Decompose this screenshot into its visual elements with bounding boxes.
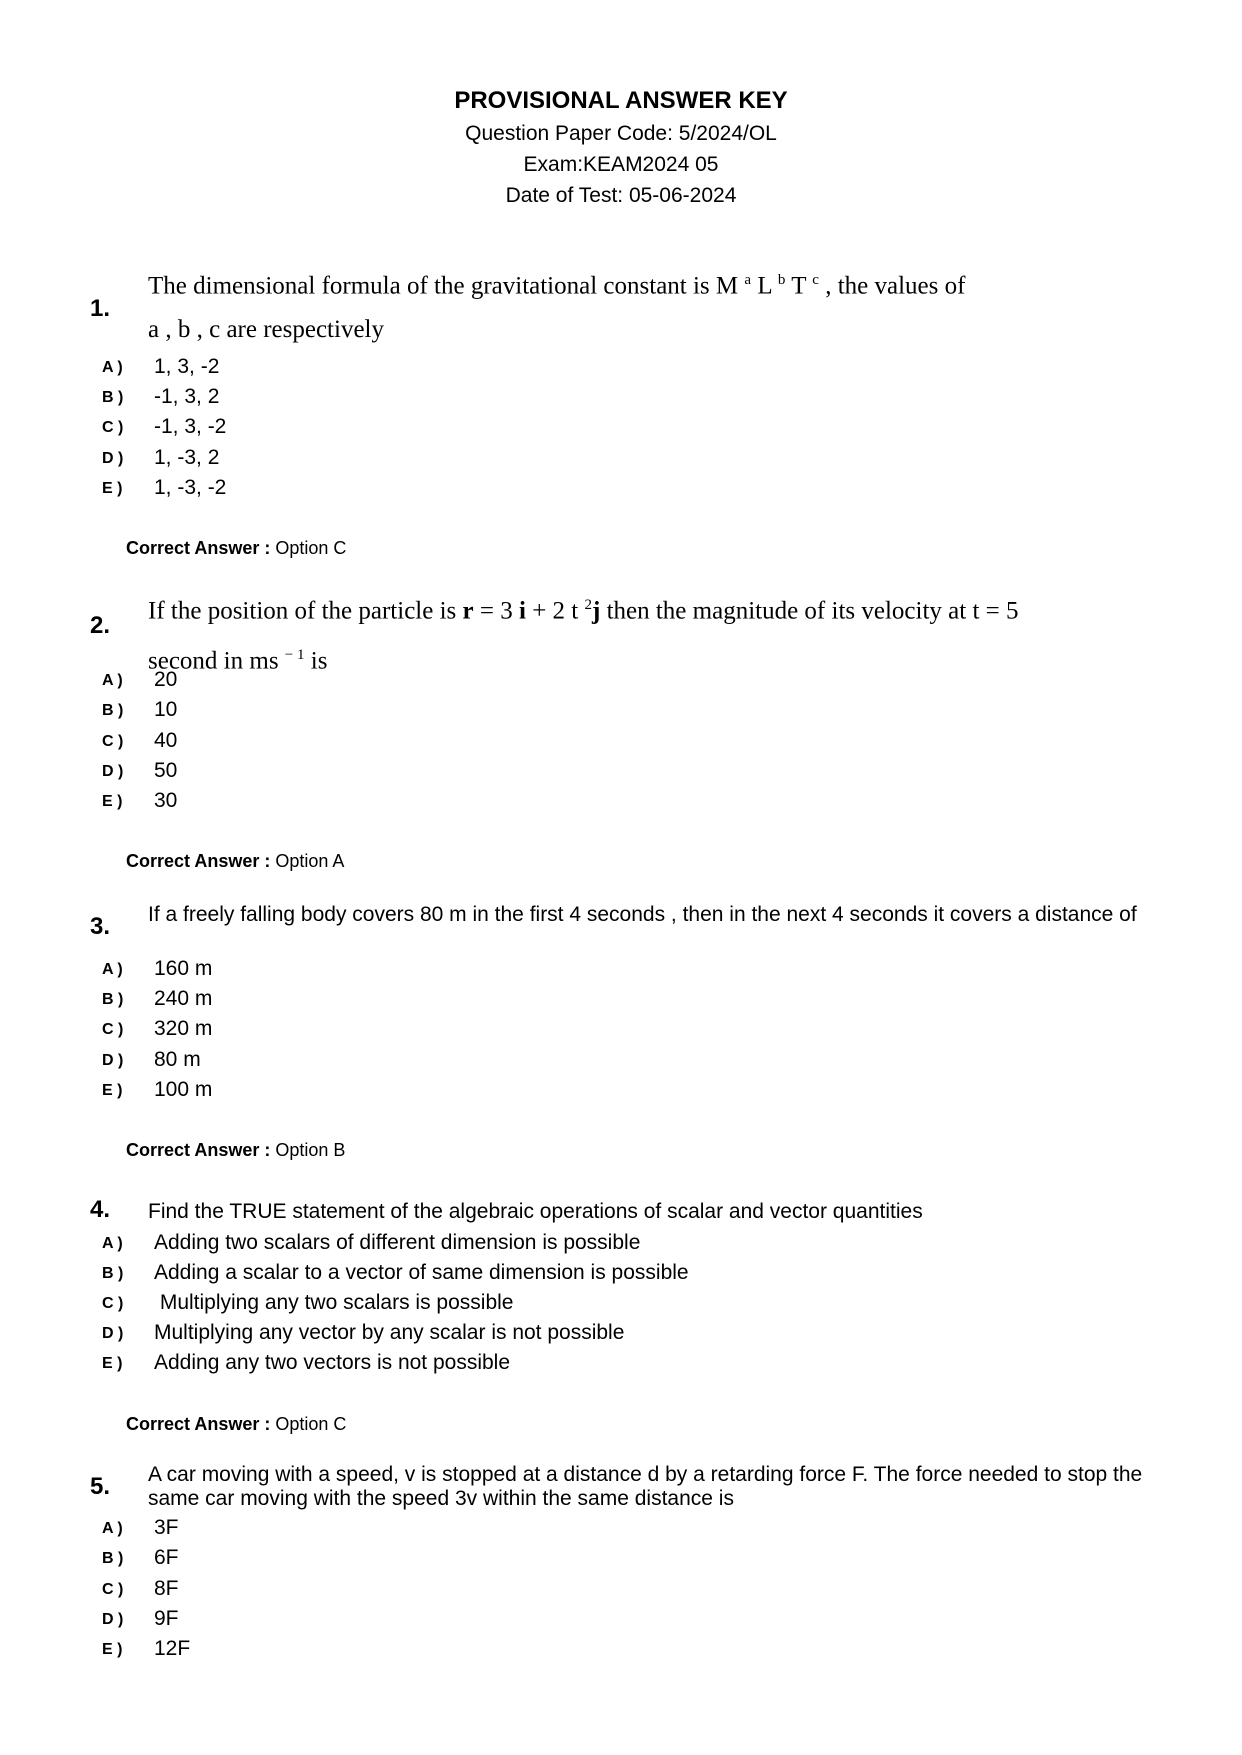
question-text-segment: , the values of [825, 272, 966, 300]
option-letter: D ) [102, 450, 124, 467]
option-text: 8F [154, 1577, 179, 1600]
question-text-line [148, 258, 1148, 308]
superscript: − 1 [284, 647, 305, 664]
question-text-segment: = 3 [473, 597, 519, 625]
question-text-segment: + 2 t [525, 597, 585, 625]
question-text-line [148, 633, 1148, 683]
correct-answer-value: Option A [275, 851, 345, 871]
option-text: 1, 3, -2 [154, 355, 220, 378]
question-number: 5. [90, 1473, 111, 1500]
question-text-segment: i [518, 597, 526, 625]
exam-name: Exam:KEAM2024 05 [523, 153, 719, 176]
option-letter: C ) [102, 1295, 124, 1312]
question-number: 4. [90, 1196, 111, 1223]
option-letter: A ) [102, 961, 123, 978]
option-letter: D ) [102, 1611, 124, 1628]
option-letter: B ) [102, 702, 124, 719]
question-text [148, 583, 1148, 684]
question-text-segment: T [791, 272, 813, 300]
question-text-segment: then the magnitude of its velocity at t = 5 [600, 597, 1019, 625]
correct-answer [126, 1414, 346, 1435]
option-text: 80 m [154, 1048, 201, 1071]
option-text: 6F [154, 1546, 179, 1569]
correct-answer-label: Correct Answer : [126, 851, 271, 871]
page-title: PROVISIONAL ANSWER KEY [454, 87, 788, 114]
option-text: 240 m [154, 987, 213, 1010]
option-letter: B ) [102, 389, 124, 406]
correct-answer-label: Correct Answer : [126, 538, 271, 558]
option-text: Multiplying any vector by any scalar is not possible [154, 1321, 625, 1344]
option-letter: A ) [102, 672, 123, 689]
question-text: A car moving with a speed, v is stopped at a distance d by a retarding force F. The force needed to stop the same car moving with the speed 3v within the same distance is [148, 1463, 1143, 1510]
option-text: 1, -3, -2 [154, 476, 227, 499]
option-letter: B ) [102, 991, 124, 1008]
option-letter: B ) [102, 1550, 124, 1567]
question-number: 1. [90, 295, 111, 322]
option-letter: D ) [102, 763, 124, 780]
correct-answer-value: Option C [275, 1414, 347, 1434]
question-text: If a freely falling body covers 80 m in the first 4 seconds , then in the next 4 seconds it covers a distance of [148, 903, 1137, 926]
paper-code: Question Paper Code: 5/2024/OL [465, 122, 777, 145]
option-letter: E ) [102, 1082, 123, 1099]
option-text: 9F [154, 1607, 179, 1630]
option-letter: D ) [102, 1052, 124, 1069]
question-text-segment: L [757, 272, 778, 300]
question-text: Find the TRUE statement of the algebraic operations of scalar and vector quantities [148, 1200, 923, 1223]
superscript: 2 [584, 597, 592, 613]
option-text: 30 [154, 789, 178, 812]
correct-answer-label: Correct Answer : [126, 1140, 271, 1160]
option-text: 100 m [154, 1078, 213, 1101]
option-letter: E ) [102, 1641, 123, 1658]
correct-answer-value: Option C [275, 538, 347, 558]
test-date: Date of Test: 05-06-2024 [505, 184, 737, 207]
question-text-segment: second in ms [148, 647, 285, 675]
question-text-segment: The dimensional formula of the gravitational constant is M [148, 272, 739, 300]
option-text: -1, 3, -2 [154, 415, 227, 438]
option-text: Adding any two vectors is not possible [154, 1351, 511, 1374]
option-text: Adding a scalar to a vector of same dimension is possible [154, 1261, 689, 1284]
correct-answer-value: Option B [275, 1140, 346, 1160]
superscript: b [777, 272, 786, 288]
option-letter: C ) [102, 733, 124, 750]
option-text: 40 [154, 729, 178, 752]
option-letter: E ) [102, 1355, 123, 1372]
correct-answer [126, 1140, 345, 1161]
option-letter: E ) [102, 793, 123, 810]
correct-answer [126, 538, 346, 559]
question-number: 3. [90, 913, 111, 940]
option-letter: E ) [102, 480, 123, 497]
superscript: c [812, 272, 819, 288]
option-text: 12F [154, 1637, 191, 1660]
correct-answer [126, 851, 344, 872]
option-letter: C ) [102, 1021, 124, 1038]
option-text: 20 [154, 668, 178, 691]
option-text: Adding two scalars of different dimension is possible [154, 1231, 641, 1254]
option-text: 50 [154, 759, 178, 782]
option-letter: D ) [102, 1325, 124, 1342]
option-text: 1, -3, 2 [154, 446, 220, 469]
option-letter: C ) [102, 1581, 124, 1598]
question-text-segment: is [304, 647, 328, 675]
option-text: -1, 3, 2 [154, 385, 220, 408]
option-letter: A ) [102, 359, 123, 376]
option-text: 320 m [154, 1017, 213, 1040]
option-text: 160 m [154, 957, 213, 980]
question-text-line [148, 583, 1148, 633]
option-letter: B ) [102, 1265, 124, 1282]
option-text: 3F [154, 1516, 179, 1539]
question-text-segment: r [462, 597, 474, 625]
question-text-segment: j [591, 597, 601, 625]
question-text-segment: If the position of the particle is [148, 597, 463, 625]
option-letter: A ) [102, 1520, 123, 1537]
correct-answer-label: Correct Answer : [126, 1414, 271, 1434]
option-text: Multiplying any two scalars is possible [154, 1291, 514, 1314]
option-letter: A ) [102, 1235, 123, 1252]
question-number: 2. [90, 612, 111, 639]
option-letter: C ) [102, 419, 124, 436]
option-text: 10 [154, 698, 178, 721]
superscript: a [744, 272, 752, 288]
question-text [148, 258, 1148, 352]
question-text-line: a , b , c are respectively [148, 316, 384, 344]
